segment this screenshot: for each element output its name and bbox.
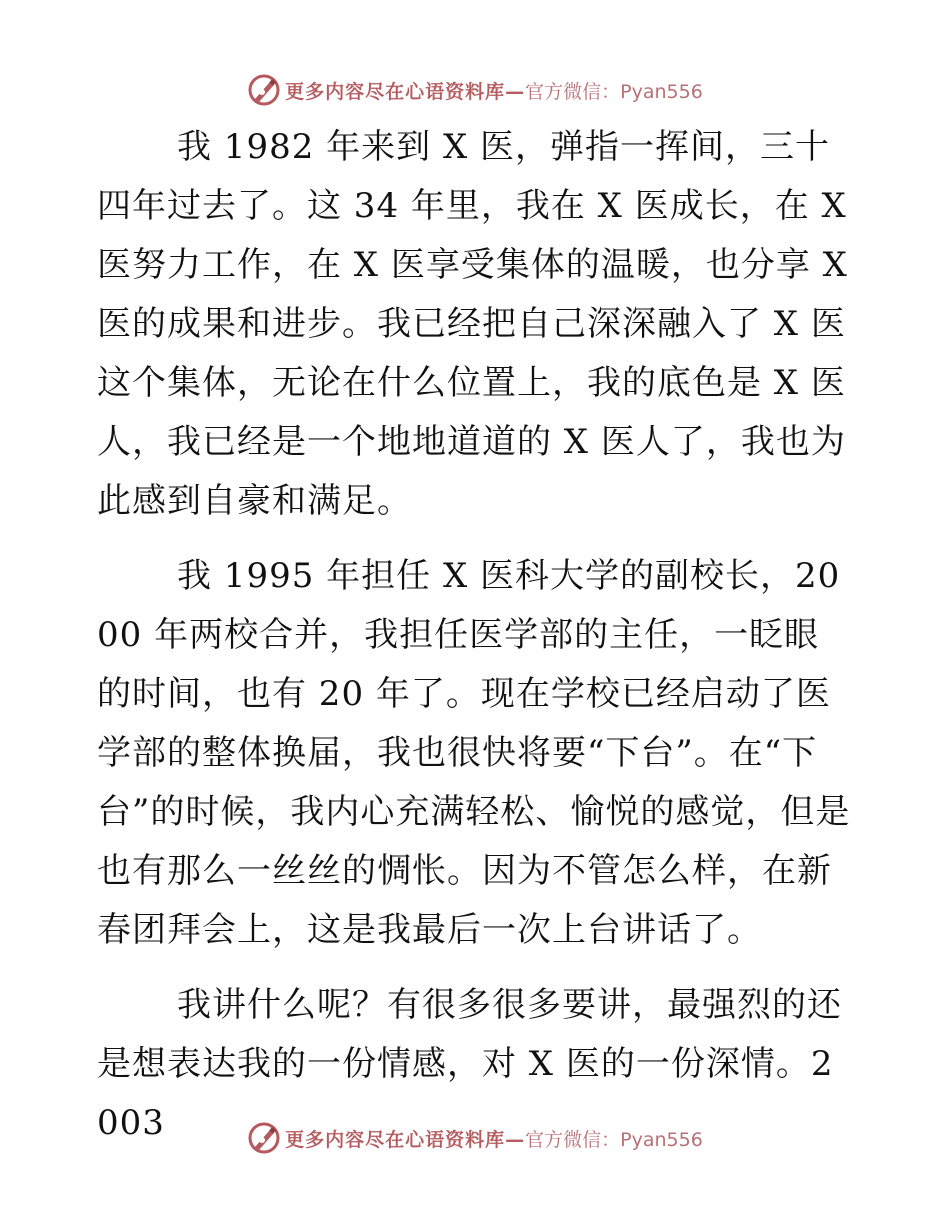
banner-text [285,77,703,104]
banner-main-text: 更多内容尽在心语资料库— [285,80,526,103]
pen-circle-logo-icon [247,73,281,107]
paragraph-2: 我 1995 年担任 X 医科大学的副校长，2000 年两校合并，我担任医学部的主任，一眨眼的时间，也有 20 年了。现在学校已经启动了医学部的整体换届，我也很快将要“下台”。在“下台”的时候，我内心充满轻松、愉悦的感觉，但是也有那么一丝丝的惆怅。因为不管怎么样，在新春团拜会上，这是我最后一次上台讲话了。 [97,556,851,950]
footer-banner [0,1118,950,1158]
pen-circle-logo-icon [247,1121,281,1155]
paragraph-3: 我讲什么呢？有很多很多要讲，最强烈的还是想表达我的一份情感，对 X 医的一份深情。2003 [97,985,842,1143]
banner-wechat-text: 官方微信：Pyan556 [525,1128,703,1151]
paragraph-1: 我 1982 年来到 X 医，弹指一挥间，三十四年过去了。这 34 年里，我在 X 医成长，在 X 医努力工作，在 X 医享受集体的温暖，也分享 X 医的成果和进步。我已经把自己深深融入了 X 医这个集体，无论在什么位置上，我的底色是 X 医人，我已经是一个地地道道的 X 医人了，我也为此感到自豪和满足。 [97,127,848,521]
banner-text [285,1125,703,1152]
banner-wechat-text: 官方微信：Pyan556 [525,80,703,103]
header-banner [0,70,950,110]
banner-main-text: 更多内容尽在心语资料库— [285,1128,526,1151]
document-body [97,118,853,1169]
